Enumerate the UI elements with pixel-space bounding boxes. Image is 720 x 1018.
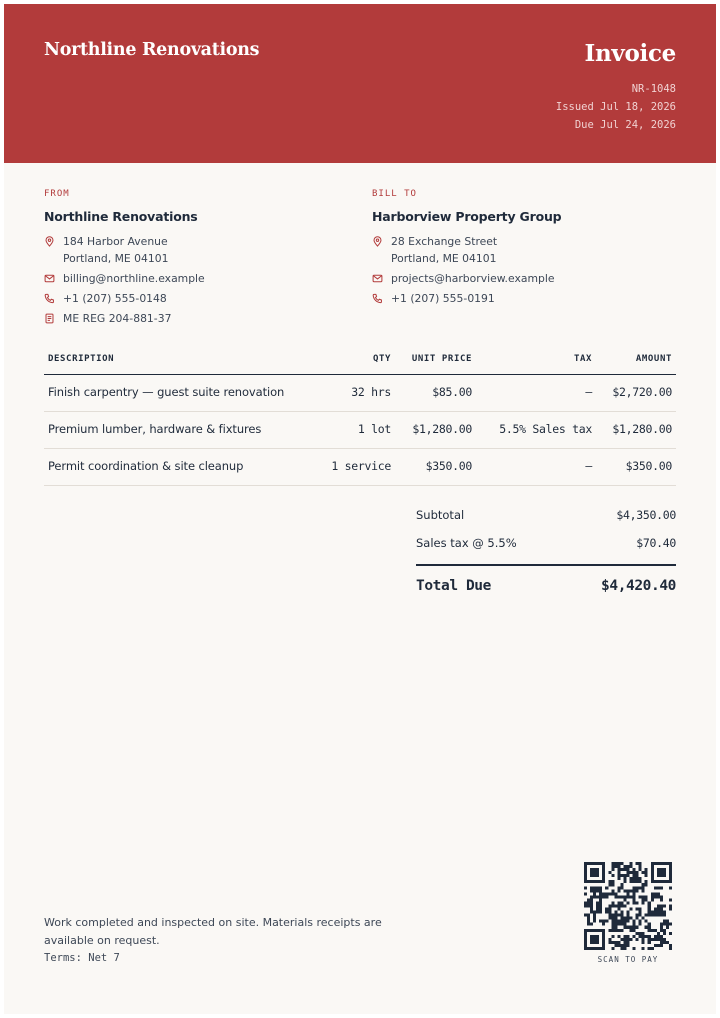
- item-qty: 1 lot: [357, 422, 391, 436]
- from-phone[interactable]: +1 (207) 555-0148: [63, 292, 167, 305]
- invoice-meta: [556, 80, 676, 134]
- item-unit-price: $350.00: [425, 459, 472, 473]
- invoice-title: Invoice: [584, 40, 676, 67]
- header-tax: TAX: [573, 354, 592, 364]
- header-description: DESCRIPTION: [48, 354, 115, 364]
- line-items-table: [44, 349, 676, 486]
- map-pin-icon: [372, 233, 391, 250]
- table-row: [44, 412, 676, 449]
- item-unit-price: $1,280.00: [412, 422, 472, 436]
- total-due-value: $4,420.40: [601, 578, 676, 594]
- document-icon: [44, 310, 63, 327]
- qr-label: SCAN TO PAY: [597, 955, 659, 964]
- mail-icon: [372, 270, 391, 287]
- phone-icon: [44, 290, 63, 307]
- phone-icon: [372, 290, 391, 307]
- item-tax: 5.5% Sales tax: [499, 422, 592, 436]
- invoice-number: NR-1048: [631, 83, 676, 95]
- footer-note: Work completed and inspected on site. Materials receipts are available on request.: [44, 916, 382, 947]
- item-qty: 1 service: [331, 459, 391, 473]
- from-registration: ME REG 204-881-37: [63, 312, 172, 325]
- bill-to-address-line1: 28 Exchange Street: [391, 235, 498, 248]
- tax-row: [416, 532, 676, 560]
- item-tax: —: [585, 385, 592, 399]
- from-section: [44, 189, 344, 327]
- from-registration-row: [44, 310, 344, 327]
- table-header: [44, 349, 676, 375]
- subtotal-label: Subtotal: [416, 508, 465, 522]
- from-address-line2: Portland, ME 04101: [63, 252, 169, 265]
- item-description: Finish carpentry — guest suite renovation: [48, 385, 285, 399]
- tax-value: $70.40: [636, 536, 676, 550]
- invoice-page: [4, 4, 716, 1014]
- bill-to-section: [372, 189, 672, 307]
- bill-to-email-row: [372, 270, 672, 287]
- issued-date: Issued Jul 18, 2026: [555, 101, 676, 113]
- table-row: [44, 375, 676, 412]
- from-address: [44, 233, 344, 267]
- payment-terms: Terms: Net 7: [44, 952, 120, 964]
- item-qty: 32 hrs: [351, 385, 391, 399]
- from-phone-row: [44, 290, 344, 307]
- map-pin-icon: [44, 233, 63, 250]
- bill-to-address-line2: Portland, ME 04101: [391, 252, 497, 265]
- item-description: Permit coordination & site cleanup: [48, 459, 244, 473]
- item-amount: $1,280.00: [612, 422, 672, 436]
- bill-to-phone-row: [372, 290, 672, 307]
- bill-to-email[interactable]: projects@harborview.example: [391, 272, 555, 285]
- subtotal-row: [416, 504, 676, 532]
- item-amount: $350.00: [625, 459, 672, 473]
- from-address-line1: 184 Harbor Avenue: [63, 235, 168, 248]
- from-email[interactable]: billing@northline.example: [63, 272, 205, 285]
- subtotal-value: $4,350.00: [616, 508, 676, 522]
- payment-qr-code[interactable]: [584, 862, 672, 950]
- item-amount: $2,720.00: [612, 385, 672, 399]
- mail-icon: [44, 270, 63, 287]
- header-qty: QTY: [372, 354, 391, 364]
- company-name: Northline Renovations: [44, 40, 260, 60]
- item-tax: —: [585, 459, 592, 473]
- due-date: Due Jul 24, 2026: [574, 119, 676, 131]
- header-unit-price: UNIT PRICE: [411, 354, 472, 364]
- table-row: [44, 449, 676, 486]
- from-name: Northline Renovations: [44, 209, 198, 224]
- total-due-row: [416, 566, 676, 606]
- bill-to-name: Harborview Property Group: [372, 209, 562, 224]
- from-email-row: [44, 270, 344, 287]
- header-amount: AMOUNT: [635, 354, 672, 364]
- item-unit-price: $85.00: [432, 385, 472, 399]
- bill-to-label: BILL TO: [372, 189, 417, 199]
- bill-to-address: [372, 233, 672, 267]
- invoice-header: [4, 4, 716, 163]
- from-label: FROM: [44, 189, 70, 199]
- tax-label: Sales tax @ 5.5%: [416, 536, 517, 550]
- totals-section: [416, 504, 676, 606]
- item-description: Premium lumber, hardware & fixtures: [48, 422, 262, 436]
- total-due-label: Total Due: [416, 578, 491, 594]
- bill-to-phone[interactable]: +1 (207) 555-0191: [391, 292, 495, 305]
